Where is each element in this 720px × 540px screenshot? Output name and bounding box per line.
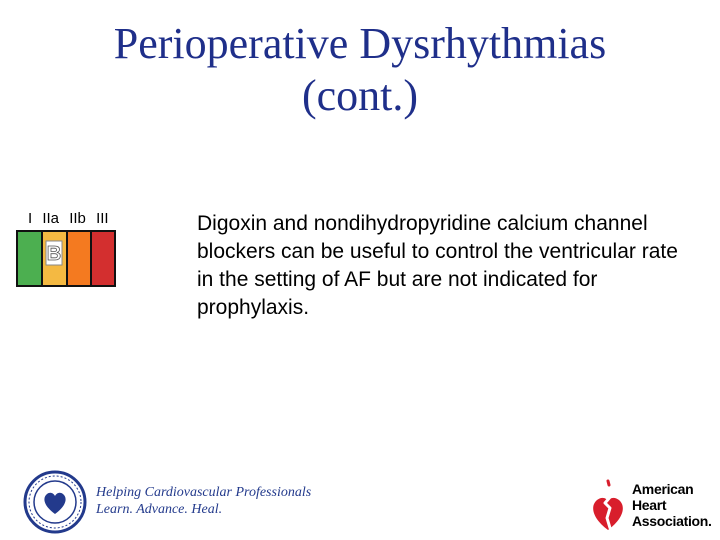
class-label-i: I [28, 210, 33, 227]
class-i-segment [18, 232, 43, 285]
class-label-iia: IIa [42, 210, 60, 227]
recommendation-class-labels [28, 210, 115, 227]
slide-title [0, 18, 720, 122]
class-iia-segment [43, 232, 68, 285]
class-label-iii: III [96, 210, 109, 227]
class-label-iib: IIb [69, 210, 86, 227]
level-of-evidence-text: B [46, 243, 62, 265]
title-line-1: Perioperative Dysrhythmias [113, 19, 607, 68]
acc-tagline [96, 484, 311, 518]
aha-line-1: American [632, 481, 694, 497]
acc-seal-logo [22, 470, 88, 534]
class-iib-segment [68, 232, 92, 285]
acc-tagline-line-1: Helping Cardiovascular Professionals [96, 485, 312, 500]
title-line-2: (cont.) [301, 71, 419, 120]
aha-line-2: Heart [632, 497, 667, 513]
aha-line-3: Association. [632, 513, 712, 529]
aha-wordmark [632, 481, 712, 529]
recommendation-class-bar [16, 230, 116, 287]
recommendation-text: Digoxin and nondihydropyridine calcium channel blockers can be useful to control the ventricular rate in the setting of AF but are not indicated for prophylaxis. [197, 212, 678, 319]
level-of-evidence-badge [45, 240, 63, 266]
acc-tagline-line-2: Learn. Advance. Heal. [96, 502, 223, 517]
class-iii-segment [92, 232, 114, 285]
